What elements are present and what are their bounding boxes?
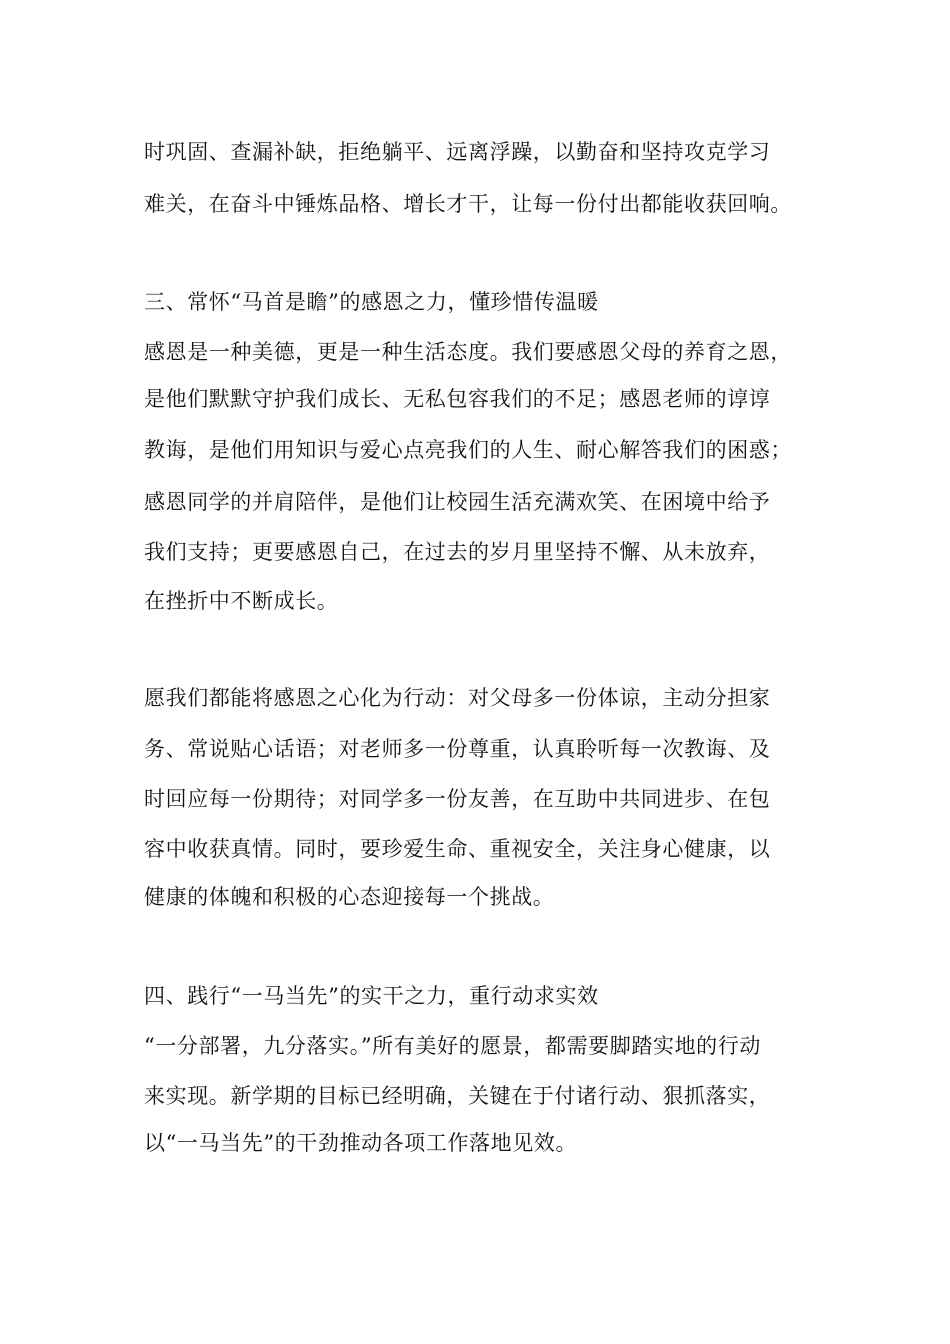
paragraph-line: 愿我们都能将感恩之心化为行动：对父母多一份体谅，主动分担家 [144, 686, 771, 710]
section-heading-3: 三、常怀“马首是瞻”的感恩之力，懂珍惜传温暖 [144, 290, 599, 314]
section-heading-4: 四、践行“一马当先”的实干之力，重行动求实效 [144, 984, 599, 1008]
paragraph-line: 感恩同学的并肩陪伴，是他们让校园生活充满欢笑、在困境中给予 [144, 490, 771, 514]
paragraph-line: 是他们默默守护我们成长、无私包容我们的不足；感恩老师的谆谆 [144, 387, 771, 411]
paragraph-line: 以“一马当先”的干劲推动各项工作落地见效。 [144, 1131, 578, 1155]
paragraph-line: 务、常说贴心话语；对老师多一份尊重，认真聆听每一次教诲、及 [144, 737, 771, 761]
paragraph-line: 健康的体魄和积极的心态迎接每一个挑战。 [144, 885, 555, 909]
paragraph-line: 时回应每一份期待；对同学多一份友善，在互助中共同进步、在包 [144, 787, 771, 811]
paragraph-line: 在挫折中不断成长。 [144, 589, 339, 613]
paragraph-line: 教诲，是他们用知识与爱心点亮我们的人生、耐心解答我们的困惑； [144, 438, 792, 462]
paragraph-line: 我们支持；更要感恩自己，在过去的岁月里坚持不懈、从未放弃， [144, 540, 771, 564]
paragraph-line: 来实现。新学期的目标已经明确，关键在于付诸行动、狠抓落实， [144, 1084, 771, 1108]
paragraph-line: 时巩固、查漏补缺，拒绝躺平、远离浮躁，以勤奋和坚持攻克学习 [144, 140, 771, 164]
paragraph-line: 容中收获真情。同时，要珍爱生命、重视安全，关注身心健康，以 [144, 837, 771, 861]
paragraph-line: “一分部署，九分落实。”所有美好的愿景，都需要脚踏实地的行动 [144, 1034, 761, 1058]
paragraph-line: 难关，在奋斗中锤炼品格、增长才干，让每一份付出都能收获回响。 [144, 192, 792, 216]
paragraph-line: 感恩是一种美德，更是一种生活态度。我们要感恩父母的养育之恩， [144, 340, 792, 364]
